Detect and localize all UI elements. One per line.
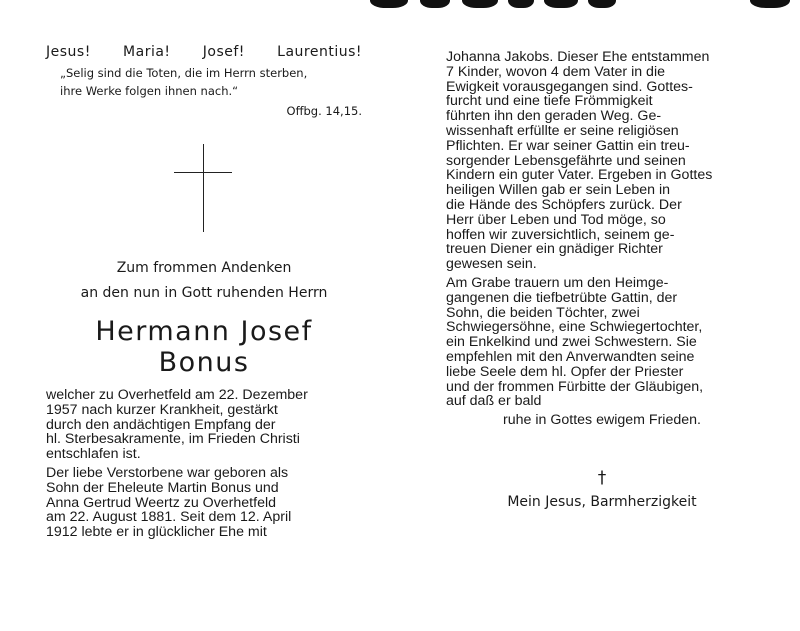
small-cross-icon: †: [597, 467, 607, 488]
quote-line-1: „Selig sind die Toten, die im Herrn sterben,: [60, 66, 308, 80]
invocation-josef: Josef!: [202, 44, 245, 60]
deceased-name: Hermann Josef Bonus: [95, 316, 313, 378]
quote-reference: Offbg. 14,15.: [286, 104, 362, 118]
biography-paragraph: Der liebe Verstorbene war geboren als Sohn der Eheleute Martin Bonus und Anna Gertrud Weertz zu Overhetfeld am 22. August 1881. Seit dem 12. April 1912 lebte er in glücklicher Ehe mit: [46, 464, 292, 541]
invocation-line: [46, 44, 362, 60]
invocation-maria: Maria!: [123, 44, 171, 60]
closing-line: ruhe in Gottes ewigem Frieden.: [503, 412, 701, 429]
final-prayer: Mein Jesus, Barmherzigkeit: [507, 493, 697, 510]
bible-quote: [60, 64, 362, 100]
right-column: [446, 50, 758, 510]
cross-icon: [46, 118, 362, 238]
memory-line-1: Zum frommen Andenken: [116, 260, 292, 276]
quote-line-2: ihre Werke folgen ihnen nach.“: [60, 84, 239, 98]
invocation-laurentius: Laurentius!: [277, 44, 362, 60]
cropped-top-lettering: [330, 0, 800, 8]
memory-line-2: an den nun in Gott ruhenden Herrn: [80, 285, 328, 301]
invocation-jesus: Jesus!: [46, 44, 91, 60]
memorial-dedication: [46, 256, 362, 306]
mourners-paragraph: Am Grabe trauern um den Heimge- gangenen die tiefbetrübte Gattin, der Sohn, die beiden Töchter, zwei Schwiegersöhne, eine Schwiegertochter, ein Enkelkind und zwei Schwestern. Sie empfehlen mit den Anverwandten seine liebe Seele dem hl. Opfer der Priester und der frommen Fürbitte der Gläubigen, auf daß er bald: [446, 274, 704, 410]
family-paragraph: Johanna Jakobs. Dieser Ehe entstammen 7 Kinder, wovon 4 dem Vater in die Ewigkeit vorausgegangen sind. Gottes- furcht und eine tiefe Frömmigkeit führten ihn den geraden Weg. Ge- wissenhaft erfüllte er seine religiösen Pflichten. Er war seiner Gattin ein treu- sorgender Lebensgefährte und seinen Kindern ein guter Vater. Ergeben in Gottes heiligen Willen gab er sein Leben in die Hände des Schöpfers zurück. Der Herr über Leben und Tod möge, so hoffen wir zuversichtlich, seinem ge- treuen Diener ein gnädiger Richter gewesen sein.: [446, 49, 713, 273]
death-paragraph: welcher zu Overhetfeld am 22. Dezember 1957 nach kurzer Krankheit, gestärkt durch den andächtigen Empfang der hl. Sterbesakramente, im Frieden Christi entschlafen ist.: [46, 387, 308, 463]
left-column: [46, 44, 362, 544]
